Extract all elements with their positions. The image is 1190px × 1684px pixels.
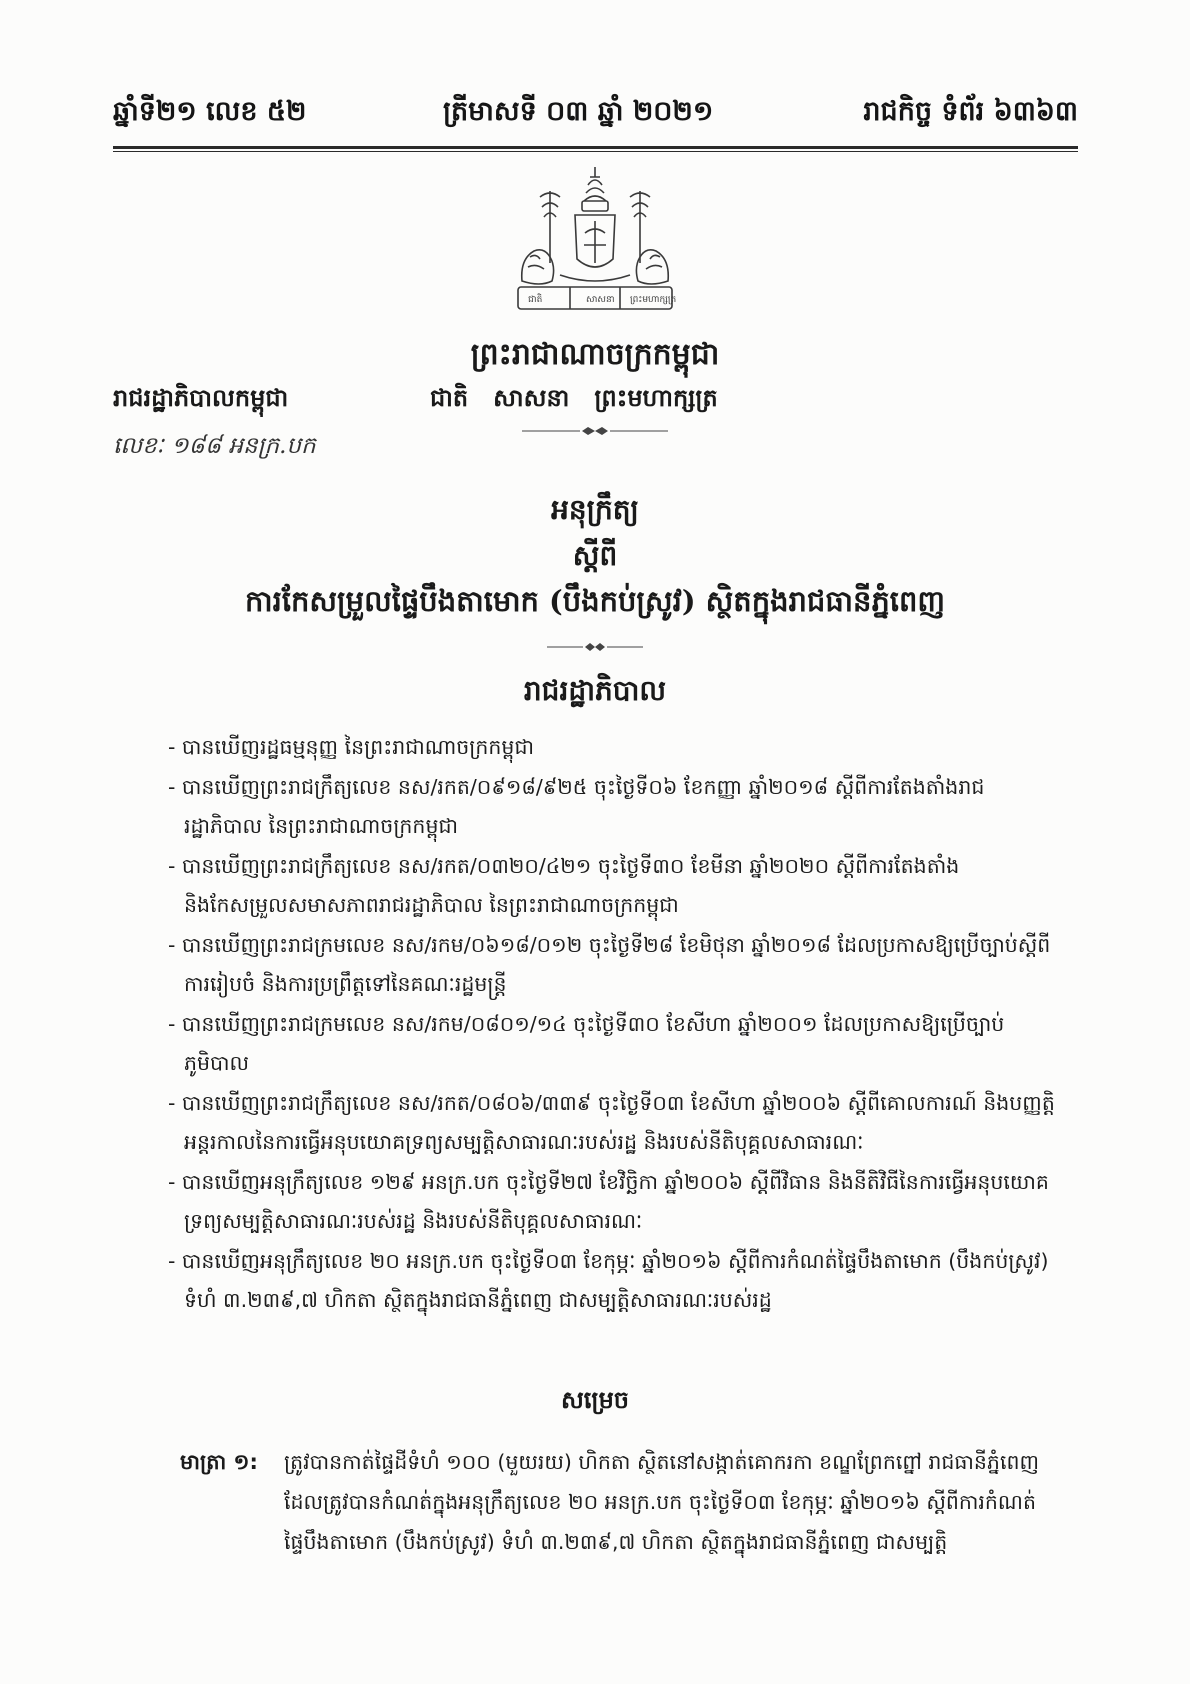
government-name: រាជរដ្ឋាភិបាលកម្ពុជា (113, 384, 289, 412)
gazette-header (113, 95, 1078, 139)
document-subject: ការកែសម្រួលផ្ទៃបឹងតាមោក (បឹងកប់ស្រូវ) ស្ថិតក្នុងរាជធានីភ្នំពេញ (245, 584, 945, 618)
article-label: មាត្រា ១: (180, 1450, 258, 1474)
list-item: - បានឃើញព្រះរាជក្រមលេខ នស/រកម/០៨០១/១៤ ចុះថ្ងៃទី៣០ ខែសីហា ឆ្នាំ២០០១ ដែលប្រកាសឱ្យប្រើច្បាប់ភូមិបាល (168, 1011, 1005, 1075)
gazette-issue: ឆ្នាំទី២១ លេខ ៥២ (113, 96, 307, 127)
ornament-divider-icon (545, 641, 645, 653)
national-motto: ជាតិ សាសនា ព្រះមហាក្សត្រ (430, 384, 718, 412)
svg-text:សាសនា: សាសនា (586, 295, 615, 305)
government-heading: រាជរដ្ឋាភិបាល (523, 674, 667, 707)
decision-heading: សម្រេច (560, 1385, 630, 1414)
list-item: - បានឃើញព្រះរាជក្រឹត្យលេខ នស/រកត/០៩១៨/៩២៥ ចុះថ្ងៃទី០៦ ខែកញ្ញា ឆ្នាំ២០១៨ ស្តីពីការតែងតាំងរាជរដ្ឋាភិបាល នៃព្រះរាជាណាចក្រកម្ពុជា (168, 774, 985, 838)
document-about: ស្តីពី (572, 539, 618, 572)
header-rule-thick (113, 146, 1078, 149)
legal-references-list (168, 728, 1058, 1321)
svg-text:ព្រះមហាក្សត្រ: ព្រះមហាក្សត្រ (630, 295, 677, 305)
gazette-date: ត្រីមាសទី ០៣ ឆ្នាំ ២០២១ (443, 96, 714, 127)
document-reference-number: លេខៈ ១៨៨ អនក្រ.បក (113, 433, 316, 459)
header-rule-thin (113, 151, 1078, 152)
list-item: - បានឃើញព្រះរាជក្រមលេខ នស/រកម/០៦១៨/០១២ ចុះថ្ងៃទី២៨ ខែមិថុនា ឆ្នាំ២០១៨ ដែលប្រកាសឱ្យប្រើច្បាប់ស្តីពីការរៀបចំ និងការប្រព្រឹត្តទៅនៃគណៈរដ្ឋមន្ត្រី (168, 932, 1051, 996)
royal-coat-of-arms-icon (500, 163, 690, 321)
list-item: - បានឃើញអនុក្រឹត្យលេខ ១២៩ អនក្រ.បក ចុះថ្ងៃទី២៧ ខែវិច្ឆិកា ឆ្នាំ២០០៦ ស្តីពីវិធាន និងនីតិវិធីនៃការធ្វើអនុបយោគទ្រព្យសម្បត្តិសាធារណៈរបស់រដ្ឋ និងរបស់នីតិបុគ្គលសាធារណៈ (168, 1169, 1049, 1233)
ornament-divider-icon (520, 425, 670, 437)
article-text: ត្រូវបានកាត់ផ្ទៃដីទំហំ ១០០ (មួយរយ) ហិកតា ស្ថិតនៅសង្កាត់គោករកា ខណ្ឌព្រែកព្នៅ រាជធានីភ្នំពេញ ដែលត្រូវបានកំណត់ក្នុងអនុក្រឹត្យលេខ ២០ អនក្រ.បក ចុះថ្ងៃទី០៣ ខែកុម្ភៈ ឆ្នាំ២០១៦ ស្តីពីការកំណត់ផ្ទៃបឹងតាមោក (បឹងកប់ស្រូវ) ទំហំ ៣.២៣៩,៧ ហិកតា ស្ថិតក្នុងរាជធានីភ្នំពេញ ជាសម្បត្តិ (284, 1450, 1039, 1554)
document-type: អនុក្រឹត្យ (551, 493, 639, 526)
gazette-page-number: រាជកិច្ច ទំព័រ ៦៣៦៣ (863, 96, 1078, 127)
list-item: - បានឃើញព្រះរាជក្រឹត្យលេខ នស/រកត/០៨០៦/៣៣៩ ចុះថ្ងៃទី០៣ ខែសីហា ឆ្នាំ២០០៦ ស្តីពីគោលការណ៍ និងបញ្ញត្តិអន្តរកាលនៃការធ្វើអនុបយោគទ្រព្យសម្បត្តិសាធារណៈរបស់រដ្ឋ និងរបស់នីតិបុគ្គលសាធារណៈ (168, 1090, 1055, 1154)
list-item: - បានឃើញអនុក្រឹត្យលេខ ២០ អនក្រ.បក ចុះថ្ងៃទី០៣ ខែកុម្ភៈ ឆ្នាំ២០១៦ ស្តីពីការកំណត់ផ្ទៃបឹងតាមោក (បឹងកប់ស្រូវ) ទំហំ ៣.២៣៩,៧ ហិកតា ស្ថិតក្នុងរាជធានីភ្នំពេញ ជាសម្បត្តិសាធារណៈរបស់រដ្ឋ (168, 1248, 1049, 1312)
svg-text:ជាតិ: ជាតិ (528, 295, 543, 305)
list-item: - បានឃើញរដ្ឋធម្មនុញ្ញ នៃព្រះរាជាណាចក្រកម្ពុជា (168, 735, 534, 759)
article-1 (180, 1442, 1060, 1562)
kingdom-title: ព្រះរាជាណាចក្រកម្ពុជា (470, 337, 720, 372)
list-item: - បានឃើញព្រះរាជក្រឹត្យលេខ នស/រកត/០៣២០/៤២១ ចុះថ្ងៃទី៣០ ខែមីនា ឆ្នាំ២០២០ ស្តីពីការតែងតាំង និងកែសម្រួលសមាសភាពរាជរដ្ឋាភិបាល នៃព្រះរាជាណាចក្រកម្ពុជា (168, 853, 960, 917)
